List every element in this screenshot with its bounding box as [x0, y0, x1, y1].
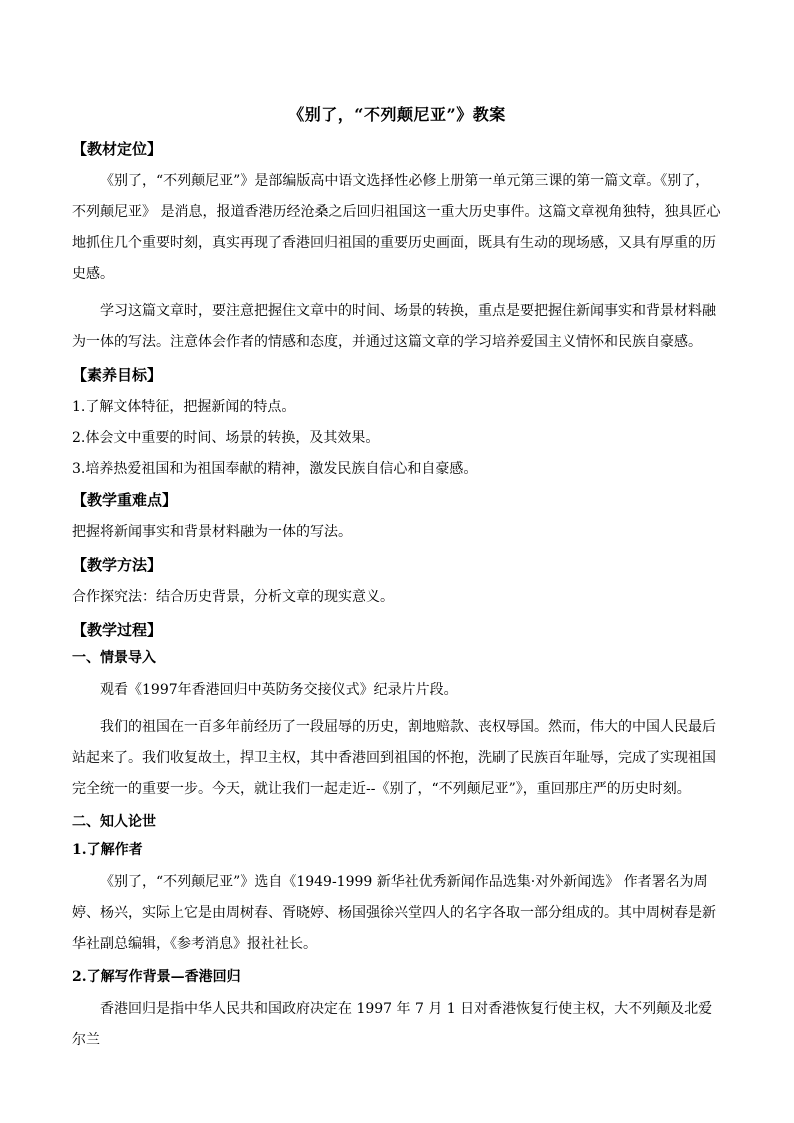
goal-item: 2.体会文中重要的时间、场景的转换，及其效果。	[72, 430, 380, 446]
part2-sub2-heading: 2.了解写作背景—香港回归	[72, 969, 241, 985]
part1-paragraph-1: 观看《1997年香港回归中英防务交接仪式》纪录片片段。	[100, 682, 458, 698]
page-title: 《别了，“不列颠尼亚”》教案	[288, 105, 506, 124]
keypoints-text: 把握将新闻事实和背景材料融为一体的写法。	[72, 524, 352, 540]
part2-sub1-heading: 1.了解作者	[72, 842, 143, 858]
part2-sub1-paragraph: 《别了，“不列颠尼亚”》选自《1949-1999 新华社优秀新闻作品选集·对外新闻选》 作者署名为周婷、杨兴，实际上它是由周树春、胥晓婷、杨国强徐兴堂四人的名字各取一部分组成的。其中周树春是新华社副总编辑，《参考消息》报社社长。	[72, 874, 716, 952]
section-heading-process: 【教学过程】	[72, 621, 163, 639]
methods-text: 合作探究法：结合历史背景，分析文章的现实意义。	[72, 589, 394, 605]
positioning-paragraph-2: 学习这篇文章时，要注意把握住文章中的时间、场景的转换，重点是要把握住新闻事实和背景材料融为一体的写法。注意体会作者的情感和态度，并通过这篇文章的学习培养爱国主义情怀和民族自豪感。	[72, 303, 716, 350]
part1-heading: 一、情景导入	[72, 650, 156, 666]
document-page	[72, 104, 722, 1062]
part2-heading: 二、知人论世	[72, 814, 156, 830]
part1-paragraph-2: 我们的祖国在一百多年前经历了一段屈辱的历史，割地赔款、丧权辱国。然而，伟大的中国人民最后站起来了。我们收复故土，捍卫主权，其中香港回到祖国的怀抱，洗刷了民族百年耻辱，完成了实现祖国完全统一的重要一步。今天，就让我们一起走近--《别了，“不列颠尼亚”》，重回那庄严的历史时刻。	[72, 719, 716, 797]
section-heading-goals: 【素养目标】	[72, 366, 163, 384]
part2-sub2-paragraph: 香港回归是指中华人民共和国政府决定在 1997 年 7 月 1 日对香港恢复行使主权，大不列颠及北爱尔兰	[72, 1001, 713, 1048]
section-heading-positioning: 【教材定位】	[72, 140, 163, 158]
section-heading-keypoints: 【教学重难点】	[72, 491, 178, 509]
goal-item: 1.了解文体特征，把握新闻的特点。	[72, 399, 296, 415]
goal-item: 3.培养热爱祖国和为祖国奉献的精神，激发民族自信心和自豪感。	[72, 461, 478, 477]
positioning-paragraph-1: 《别了，“不列颠尼亚”》是部编版高中语文选择性必修上册第一单元第三课的第一篇文章。《别了，不列颠尼亚》 是消息，报道香港历经沧桑之后回归祖国这一重大历史事件。这篇文章视角独特，独具匠心地抓住几个重要时刻，真实再现了香港回归祖国的重要历史画面，既具有生动的现场感，又具有厚重的历史感。	[72, 173, 721, 282]
section-heading-methods: 【教学方法】	[72, 556, 163, 574]
